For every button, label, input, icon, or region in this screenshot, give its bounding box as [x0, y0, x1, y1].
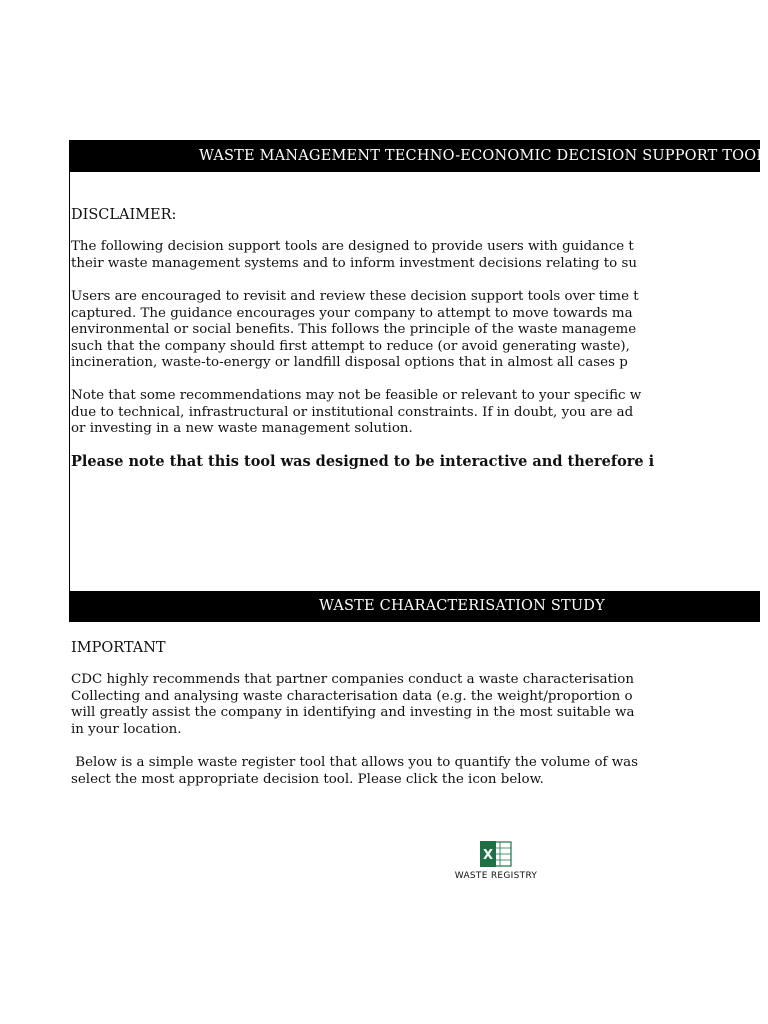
disclaimer-section — [71, 206, 628, 224]
page-title: WASTE MANAGEMENT TECHNO-ECONOMIC DECISION SUPPORT TOOL — [199, 148, 767, 164]
text-line: Users are encouraged to revisit and review these decision support tools over time t — [71, 289, 639, 304]
important-section — [71, 639, 628, 657]
disclaimer-heading: DISCLAIMER: — [71, 207, 177, 223]
disclaimer-para-3 — [71, 388, 642, 438]
section-bar — [69, 591, 760, 622]
disclaimer-para-2 — [71, 289, 639, 372]
disclaimer-note — [71, 453, 655, 471]
text-line: in your location. — [71, 721, 182, 737]
important-para-1 — [71, 672, 635, 738]
interactive-note: Please note that this tool was designed to be interactive and therefore i — [71, 453, 655, 470]
text-line: Collecting and analysing waste characterisation data (e.g. the weight/proportion o — [71, 688, 633, 704]
text-line: will greatly assist the company in identifying and investing in the most suitable wa — [71, 705, 635, 720]
text-line: environmental or social benefits. This follows the principle of the waste manageme — [71, 322, 637, 337]
text-line: CDC highly recommends that partner companies conduct a waste characterisation — [71, 672, 634, 687]
text-line: due to technical, infrastructural or institutional constraints. If in doubt, you are ad — [71, 404, 634, 420]
excel-icon[interactable] — [479, 841, 513, 867]
text-line: select the most appropriate decision tool. Please click the icon below. — [71, 771, 544, 787]
text-line: their waste management systems and to inform investment decisions relating to su — [71, 255, 637, 271]
text-line: Note that some recommendations may not be feasible or relevant to your specific w — [71, 388, 642, 403]
disclaimer-para-1 — [71, 239, 637, 272]
svg-text:X: X — [482, 848, 494, 863]
important-para-2 — [71, 755, 639, 788]
text-line: incineration, waste-to-energy or landfill disposal options that in almost all cases p — [71, 355, 628, 370]
section-title: WASTE CHARACTERISATION STUDY — [319, 598, 605, 614]
waste-registry-label[interactable]: WASTE REGISTRY — [454, 871, 538, 881]
text-line: captured. The guidance encourages your company to attempt to move towards ma — [71, 305, 633, 321]
text-line: The following decision support tools are designed to provide users with guidance t — [71, 239, 634, 254]
waste-registry-link[interactable] — [479, 841, 513, 867]
text-line: Below is a simple waste register tool that allows you to quantify the volume of was — [71, 755, 639, 770]
important-heading: IMPORTANT — [71, 640, 166, 656]
text-line: or investing in a new waste management solution. — [71, 421, 413, 436]
text-line: such that the company should first attempt to reduce (or avoid generating waste), — [71, 338, 630, 354]
title-bar — [69, 140, 767, 172]
frame-border — [69, 172, 70, 591]
